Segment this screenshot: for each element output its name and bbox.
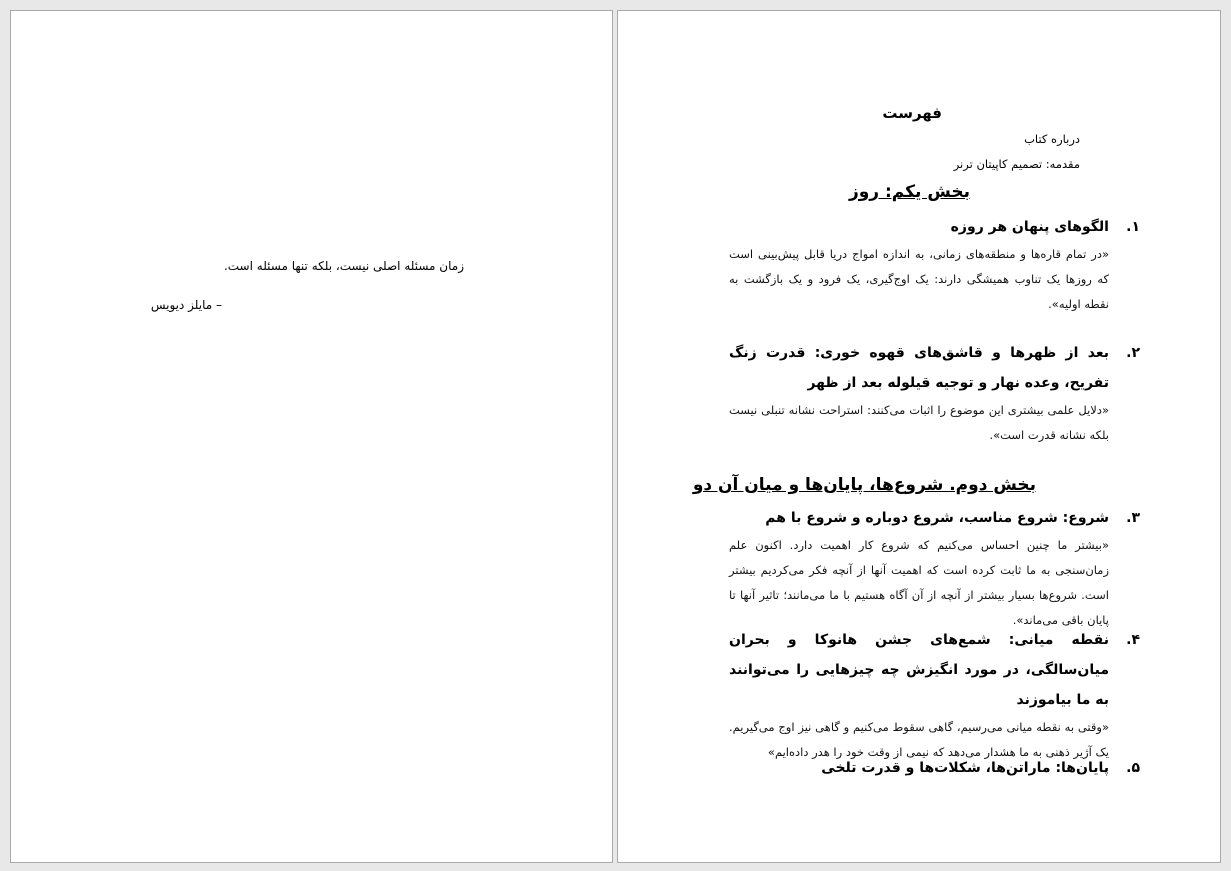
chapter-quote: «بیشتر ما چنین احساس می‌کنیم که شروع کار اهمیت دارد. اکنون علم زمان‌سنجی به ما ثابت کرده است که اهمیت آنها از آنچه فکر می‌کردیم بیشتر است. شروع‌ها بسیار بیشتر از آنچه از آن آگاه هستیم با ما می‌مانند؛ تاثیر آنها تا پایان باقی می‌ماند».	[729, 538, 1109, 627]
chapter-2	[729, 338, 1140, 448]
chapter-title: پایان‌ها: ماراتن‌ها، شکلات‌ها و قدرت تلخی	[821, 760, 1109, 776]
chapter-number: ۵.	[1126, 760, 1140, 776]
chapter-number: ۳.	[1126, 510, 1140, 526]
chapter-number: ۲.	[1126, 345, 1140, 361]
part-two-heading: بخش دوم. شروع‌ها، پایان‌ها و میان آن دو	[692, 475, 1036, 495]
chapter-number: ۱.	[1126, 219, 1140, 235]
part-one-heading: بخش یکم: روز	[848, 182, 970, 202]
chapter-title: نقطه میانی: شمع‌های جشن هانوکا و بحران میان‌سالگی، در مورد انگیزش چه چیزهایی را می‌توانند به ما بیاموزند	[729, 632, 1109, 708]
chapter-5	[729, 753, 1140, 783]
page-right	[617, 10, 1221, 863]
toc-item-about-book: درباره کتاب	[1024, 132, 1080, 146]
chapter-title: شروع: شروع مناسب، شروع دوباره و شروع با هم	[765, 510, 1109, 526]
page-left	[10, 10, 613, 863]
chapter-quote: «دلایل علمی بیشتری این موضوع را اثبات می‌کنند: استراحت نشانه تنبلی نیست بلکه نشانه قدرت است».	[729, 403, 1109, 442]
chapter-1	[729, 212, 1140, 317]
chapter-quote: «در تمام قاره‌ها و منطقه‌های زمانی، به اندازه امواج دریا قابل پیش‌بینی است که روزها یک تناوب همیشگی دارند: یک اوج‌گیری، یک فرود و یک بازگشت به نقطه اولیه».	[729, 247, 1109, 311]
chapter-3	[729, 503, 1140, 633]
toc-item-introduction: مقدمه: تصمیم کاپیتان ترنر	[953, 157, 1080, 171]
chapter-title: الگوهای پنهان هر روزه	[950, 219, 1109, 235]
chapter-number: ۴.	[1126, 632, 1140, 648]
epigraph-author: – مایلز دیویس	[150, 298, 222, 312]
chapter-4	[729, 625, 1140, 765]
toc-title: فهرست	[882, 104, 942, 122]
chapter-quote: «وقتی به نقطه میانی می‌رسیم، گاهی سقوط می‌کنیم و گاهی نیز اوج می‌گیریم. یک آژیر ذهنی به ما هشدار می‌دهد که نیمی از وقت خود را هدر داده‌ایم»	[729, 720, 1109, 759]
epigraph-quote: زمان مسئله اصلی نیست، بلکه تنها مسئله است.	[223, 259, 464, 273]
chapter-title: بعد از ظهرها و قاشق‌های قهوه خوری: قدرت زنگ تفریح، وعده نهار و توجیه قیلوله بعد از ظهر	[729, 345, 1109, 391]
